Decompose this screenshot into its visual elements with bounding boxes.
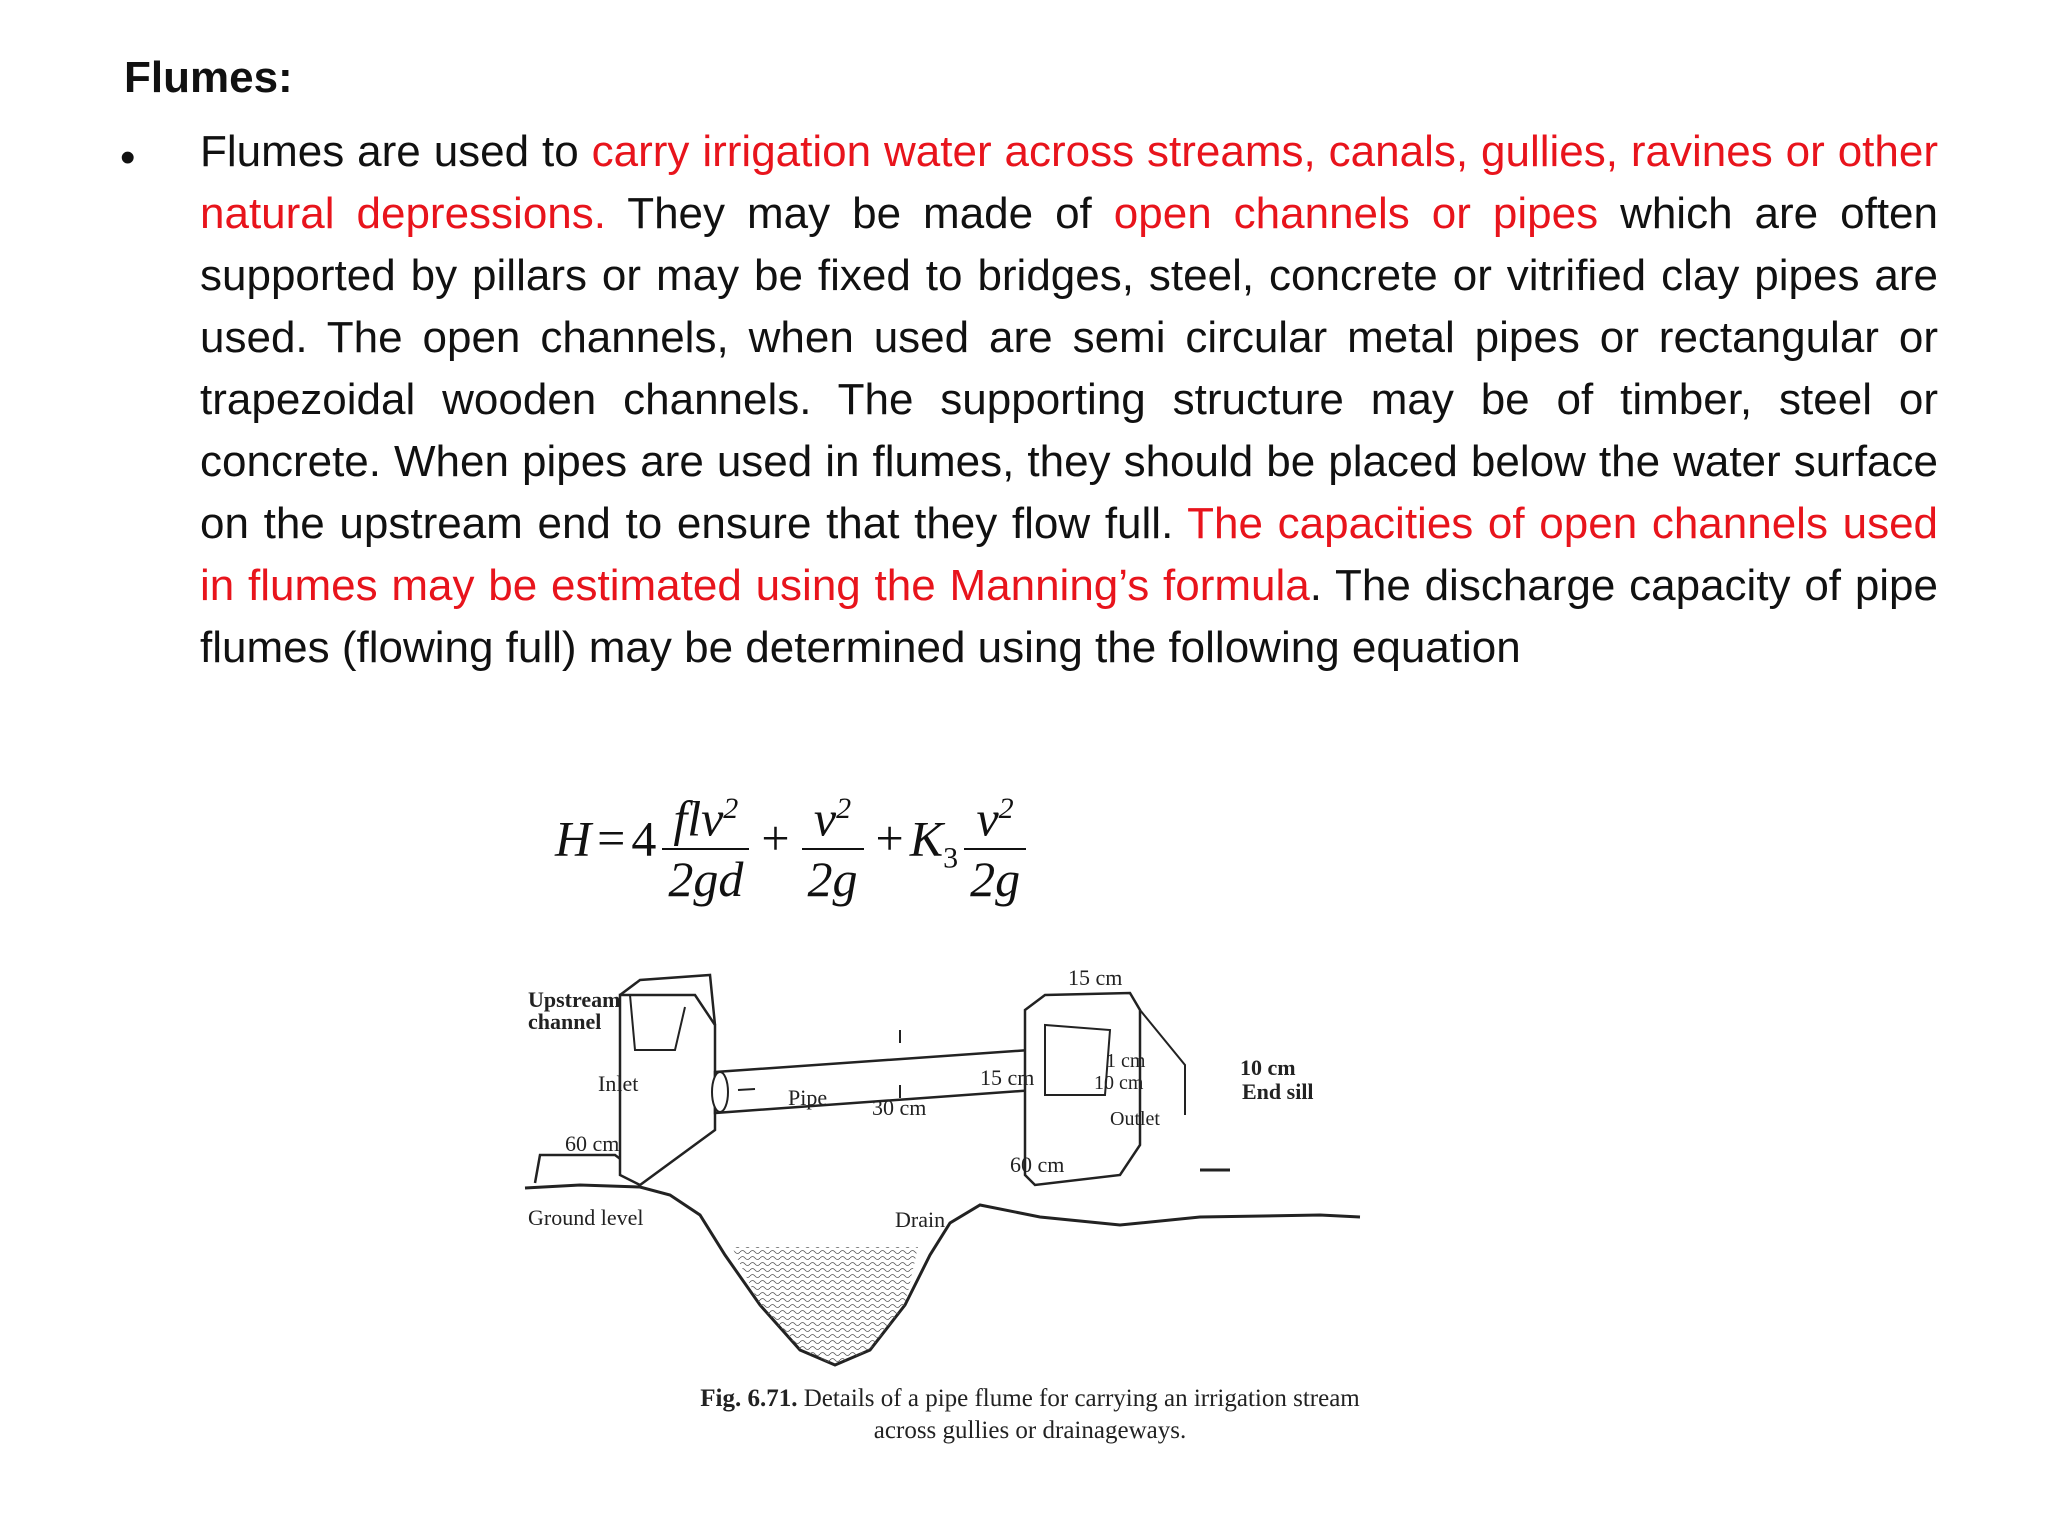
caption-figure-number: Fig. 6.71.: [700, 1385, 798, 1412]
formula-exponent: 2: [836, 792, 852, 825]
label-15cm-top: 15 cm: [1068, 965, 1123, 990]
label-drain: Drain: [895, 1207, 946, 1232]
page-title: Flumes:: [124, 53, 293, 102]
paragraph-segment: . The discharge capacity of pipe flumes (flowing full) may be determined using the following equation: [200, 561, 1939, 672]
formula-fraction-2: [802, 780, 864, 908]
highlighted-segment: carry irrigation water across streams, canals, gullies, ravines or other natural depressions.: [200, 127, 1938, 238]
label-outlet: Outlet: [1110, 1108, 1160, 1130]
label-15cm-mid: 15 cm: [980, 1065, 1035, 1090]
formula-fraction-3: [964, 780, 1026, 908]
label-60cm-left: 60 cm: [565, 1131, 620, 1156]
label-10cm-right: 10 cm: [1240, 1055, 1296, 1080]
formula-exponent: 2: [723, 792, 739, 825]
formula-k: K: [909, 810, 944, 867]
figure-caption: [690, 1383, 1370, 1447]
head-loss-equation: [555, 780, 1032, 908]
label-upstream: Upstream: [528, 987, 621, 1012]
label-1cm: 1 cm: [1106, 1050, 1146, 1072]
pipe-flume-diagram: [520, 955, 1440, 1415]
formula-term3-denominator: 2g: [970, 850, 1021, 907]
formula-term2-denominator: 2g: [807, 850, 858, 907]
highlighted-segment: The capacities of open channels used in flumes may be estimated using the Manning’s formula: [200, 499, 1939, 610]
label-pipe: Pipe: [788, 1085, 828, 1110]
formula-term1-numerator: flv: [673, 790, 724, 847]
label-end-sill: End sill: [1242, 1079, 1314, 1104]
formula-fraction-1: [662, 780, 749, 908]
formula-equals: =: [597, 810, 626, 867]
paragraph-segment: which are often supported by pillars or may be fixed to bridges, steel, concrete or vitrified clay pipes are used. The open channels, when used are semi circular metal pipes or rectangular or trapezoidal wooden channels. The supporting structure may be of timber, steel or concrete. When pipes are used in flumes, they should be placed below the water surface on the upstream end to ensure that they flow full.: [200, 189, 1938, 548]
body-paragraph: [200, 121, 1938, 679]
formula-term1-denominator: 2gd: [668, 850, 744, 907]
formula-plus: +: [761, 810, 790, 867]
formula-term3-numerator: v: [976, 790, 999, 847]
paragraph-segment: They may be made of: [606, 189, 1114, 238]
paragraph-segment: Flumes are used to: [200, 127, 592, 176]
label-inlet: Inlet: [598, 1071, 639, 1096]
formula-exponent: 2: [998, 792, 1014, 825]
label-10cm-inner: 10 cm: [1094, 1072, 1144, 1094]
formula-k-subscript: 3: [943, 841, 959, 875]
label-ground-level: Ground level: [528, 1205, 644, 1230]
formula-term2-numerator: v: [813, 790, 837, 847]
formula-coefficient: 4: [631, 810, 657, 867]
formula-plus: +: [875, 810, 904, 867]
label-60cm-right: 60 cm: [1010, 1152, 1065, 1177]
caption-text: Details of a pipe flume for carrying an irrigation stream across gullies or drainageways.: [797, 1385, 1360, 1444]
highlighted-segment: open channels or pipes: [1113, 189, 1599, 238]
label-channel: channel: [528, 1009, 602, 1034]
label-30cm: 30 cm: [872, 1095, 927, 1120]
formula-lhs: H: [555, 810, 592, 867]
bullet-marker: •: [120, 133, 136, 182]
